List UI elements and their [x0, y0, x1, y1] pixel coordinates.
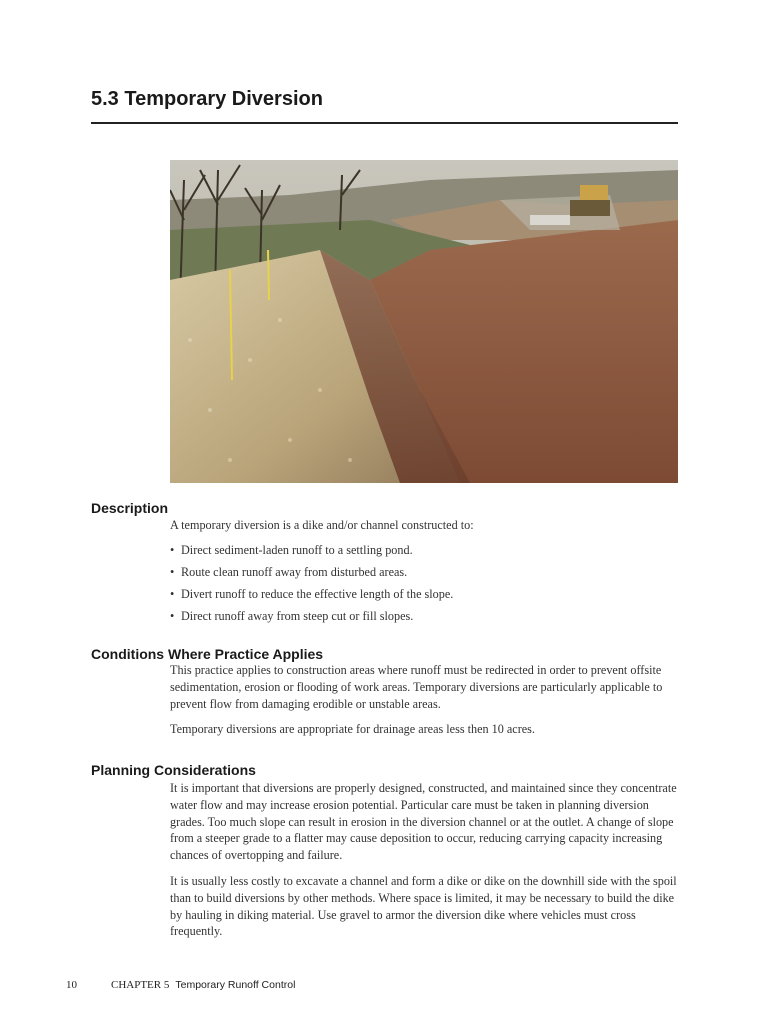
- conditions-paragraph-1: This practice applies to construction areas where runoff must be redirected in order to prevent offsite sedimentation, erosion or flooding of work areas. Temporary diversions are particularly applicable to prevent flow from damaging erodible or unstable areas.: [170, 663, 663, 711]
- conditions-heading: Conditions Where Practice Applies: [91, 646, 324, 662]
- description-intro: A temporary diversion is a dike and/or channel constructed to:: [170, 518, 474, 532]
- page-number: 10: [66, 979, 77, 991]
- description-bullet-list: [170, 542, 678, 630]
- page-footer: [66, 979, 296, 991]
- list-item: • Direct sediment-laden runoff to a settling pond.: [170, 542, 678, 564]
- list-item: • Direct runoff away from steep cut or fill slopes.: [170, 608, 678, 630]
- list-item: • Route clean runoff away from disturbed areas.: [170, 564, 678, 586]
- diversion-photo: [170, 160, 678, 483]
- chapter-number: CHAPTER 5: [111, 979, 170, 991]
- conditions-paragraph-2: Temporary diversions are appropriate for drainage areas less then 10 acres.: [170, 722, 535, 736]
- description-heading: Description: [91, 500, 169, 516]
- chapter-title: Temporary Runoff Control: [175, 979, 296, 991]
- list-item: • Divert runoff to reduce the effective length of the slope.: [170, 586, 678, 608]
- chapter-label: [111, 979, 295, 991]
- title-divider: [91, 122, 678, 124]
- page-title: 5.3 Temporary Diversion: [91, 88, 323, 110]
- planning-paragraph-1: It is important that diversions are properly designed, constructed, and maintained since they concentrate water flow and may increase erosion potential. Particular care must be taken in planning diversion grades. Too much slope can result in erosion in the diversion channel or at the outlet. A change of slope from a steeper grade to a flatter may cause deposition to occur, reducing carrying capacity increasing chances of overtopping and failure.: [170, 781, 677, 863]
- planning-paragraph-2: It is usually less costly to excavate a channel and form a dike or dike on the downhill side with the spoil than to build diversions by other methods. Where space is limited, it may be necessary to build the dike by hauling in diking material. Use gravel to armor the diversion dike where vehicles must cross frequently.: [170, 874, 677, 939]
- planning-heading: Planning Considerations: [91, 762, 256, 778]
